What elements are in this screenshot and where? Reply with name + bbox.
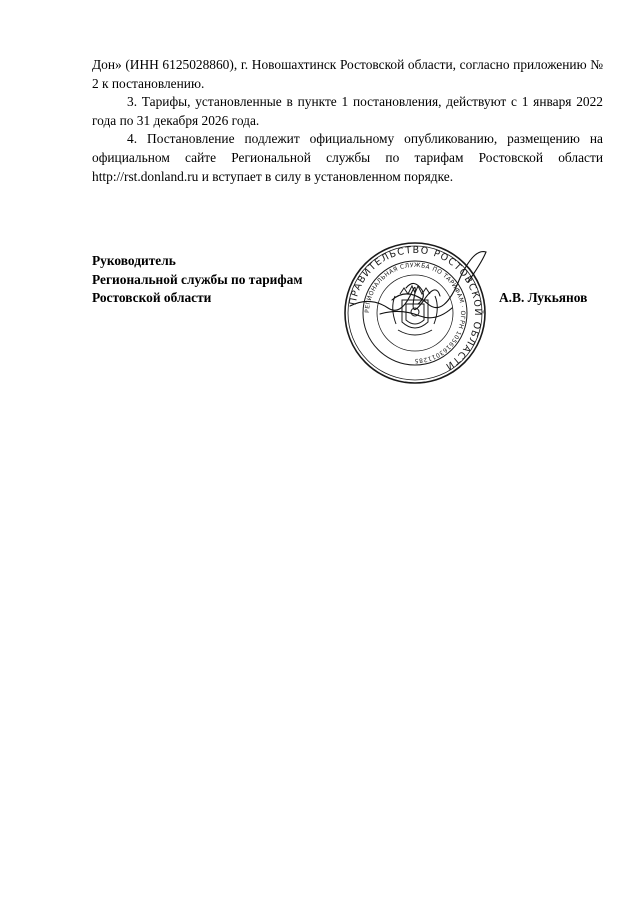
paragraph-3: 3. Тарифы, установленные в пункте 1 постановления, действуют с 1 января 2022 года по 31 декабря 2026 года.	[92, 94, 603, 128]
signer-position	[92, 252, 302, 308]
document-body	[92, 56, 603, 186]
signer-position-line: Региональной службы по тарифам	[92, 271, 303, 287]
svg-text:ПРАВИТЕЛЬСТВО РОСТОВСКОЙ ОБЛАС: ПРАВИТЕЛЬСТВО РОСТОВСКОЙ ОБЛАСТИ	[347, 244, 484, 373]
paragraph-4: 4. Постановление подлежит официальному опубликованию, размещению на официальном сайте Региональной службы по тарифам Ростовской области http://rst.donland.ru и вступает в силу в установленном порядке.	[92, 131, 603, 184]
paragraph-continuation: Дон» (ИНН 6125028860), г. Новошахтинск Ростовской области, согласно приложению № 2 к постановлению.	[92, 57, 603, 91]
signer-position-line: Руководитель	[92, 253, 176, 268]
official-seal	[340, 238, 490, 388]
signer-position-line: Ростовской области	[92, 290, 212, 306]
svg-text:РЕГИОНАЛЬНАЯ СЛУЖБА ПО ТАРИФАМ: РЕГИОНАЛЬНАЯ СЛУЖБА ПО ТАРИФАМ · ОГРН 1056163011285	[363, 261, 467, 365]
signer-name: А.В. Лукьянов	[499, 290, 588, 305]
